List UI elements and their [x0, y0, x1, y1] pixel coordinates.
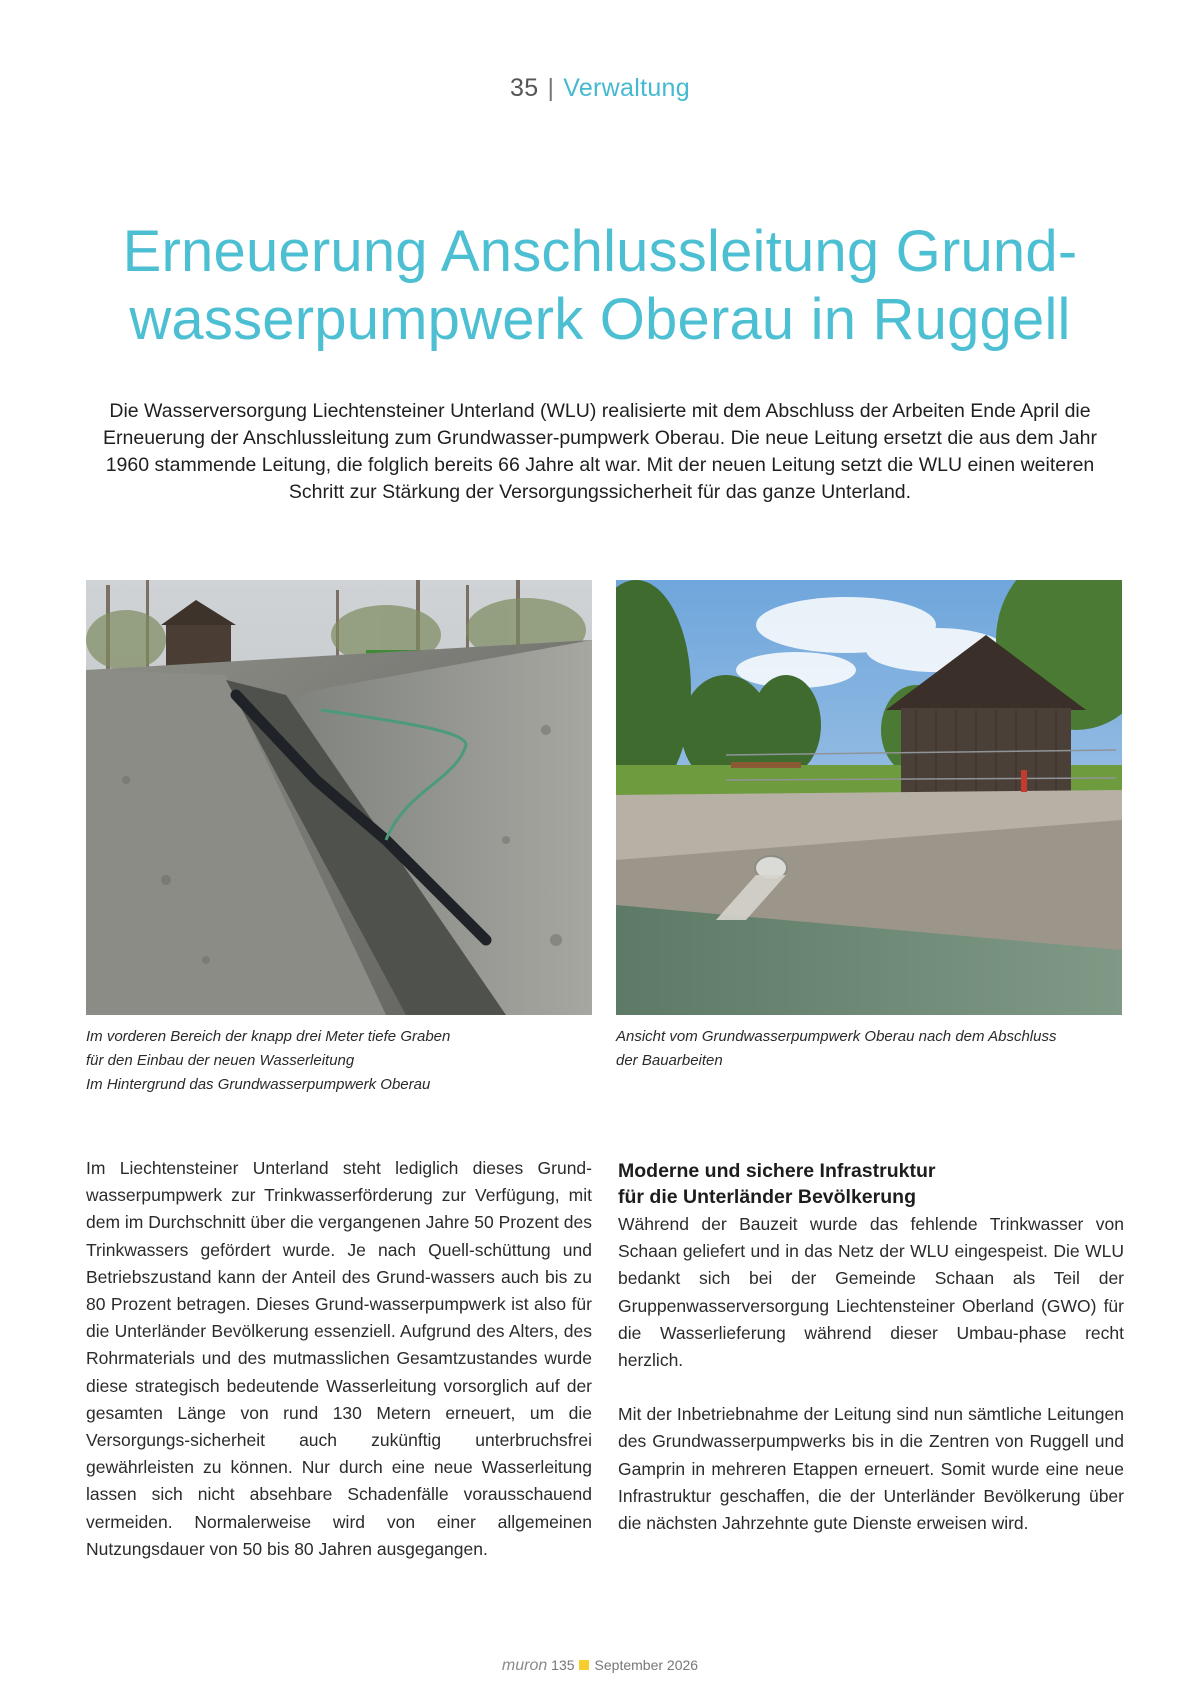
footer-square-icon [579, 1660, 589, 1670]
article-title [60, 218, 1140, 354]
body-column-right [618, 1158, 1124, 1537]
trench-photo [86, 580, 592, 1015]
issue-number: 135 [551, 1657, 575, 1673]
section-name: Verwaltung [563, 74, 690, 102]
caption-right-line: Ansicht vom Grundwasserpumpwerk Oberau nach dem Abschluss [616, 1028, 1057, 1045]
body-paragraph: Mit der Inbetriebnahme der Leitung sind nun sämtliche Leitungen des Grundwasserpumpwerks bis in die Zentren von Ruggell und Gamprin in mehreren Etappen erneuert. Somit wurde eine neue Infrastruktur geschaffen, die der Unterländer Bevölkerung über die nächsten Jahrzehnte gute Dienste erweisen wird. [618, 1404, 1124, 1534]
pumping-station-photo [616, 580, 1122, 1015]
subheading-line-2: für die Unterländer Bevölkerung [618, 1186, 916, 1208]
caption-left-line: für den Einbau der neuen Wasserleitung [86, 1052, 355, 1069]
caption-left-line: Im vorderen Bereich der knapp drei Meter tiefe Graben [86, 1028, 451, 1045]
body-column-left [86, 1155, 592, 1563]
caption-left [86, 1025, 592, 1097]
page-number: 35 [510, 74, 539, 102]
subheading-line-1: Moderne und sichere Infrastruktur [618, 1160, 936, 1182]
magazine-brand: muron [501, 1657, 548, 1674]
issue-date: September 2026 [594, 1657, 699, 1673]
caption-left-line: Im Hintergrund das Grundwasserpumpwerk Oberau [86, 1076, 431, 1093]
pumping-station-photo-image [616, 580, 1122, 1015]
caption-right-line: der Bauarbeiten [616, 1052, 723, 1069]
article-lead: Die Wasserversorgung Liechtensteiner Unterland (WLU) realisierte mit dem Abschluss der Arbeiten Ende April die Erneuerung der Anschlussleitung zum Grundwasser-pumpwerk Oberau. Die neue Leitung ersetzt die aus dem Jahr 1960 stammende Leitung, die folglich bereits 66 Jahre alt war. Mit der neuen Leitung setzt die WLU einen weiteren Schritt zur Stärkung der Versorgungssicherheit für das ganze Unterland. [103, 400, 1097, 503]
body-paragraph: Im Liechtensteiner Unterland steht lediglich dieses Grund-wasserpumpwerk zur Trinkwasserförderung zur Verfügung, mit dem im Durchschnitt über die vergangenen Jahre 50 Prozent des Trinkwassers gefördert wurde. Je nach Quell-schüttung und Betriebszustand kann der Anteil des Grund-wassers auch bis zu 80 Prozent betragen. Dieses Grund-wasserpumpwerk ist also für die Unterländer Bevölkerung essenziell. Aufgrund des Alters, des Rohrmaterials und des mutmasslichen Gesamtzustandes wurde diese strategisch bedeutende Wasserleitung vorsorglich auf der gesamten Länge von rund 130 Metern erneuert, um die Versorgungs-sicherheit auch zukünftig unterbruchsfrei gewährleisten zu können. Nur durch eine neue Wasserleitung lassen sich nicht absehbare Schadenfälle vorausschauend vermeiden. Normalerweise wird von einer allgemeinen Nutzungsdauer von 50 bis 80 Jahren ausgegangen. [86, 1158, 592, 1559]
caption-right [616, 1025, 1122, 1073]
page-header [0, 74, 1200, 103]
title-line-2: wasserpumpwerk Oberau in Ruggell [129, 287, 1071, 352]
page-footer [0, 1657, 1200, 1675]
header-separator: | [547, 74, 555, 102]
trench-photo-image [86, 580, 592, 1015]
body-paragraph: Während der Bauzeit wurde das fehlende Trinkwasser von Schaan geliefert und in das Netz der WLU eingespeist. Die WLU bedankt sich bei der Gemeinde Schaan als Teil der Gruppenwasserversorgung Liechtensteiner Oberland (GWO) für die Wasserlieferung während dieser Umbau-phase recht herzlich. [618, 1214, 1124, 1371]
subheading [618, 1158, 1124, 1210]
title-line-1: Erneuerung Anschlussleitung Grund- [122, 219, 1078, 284]
